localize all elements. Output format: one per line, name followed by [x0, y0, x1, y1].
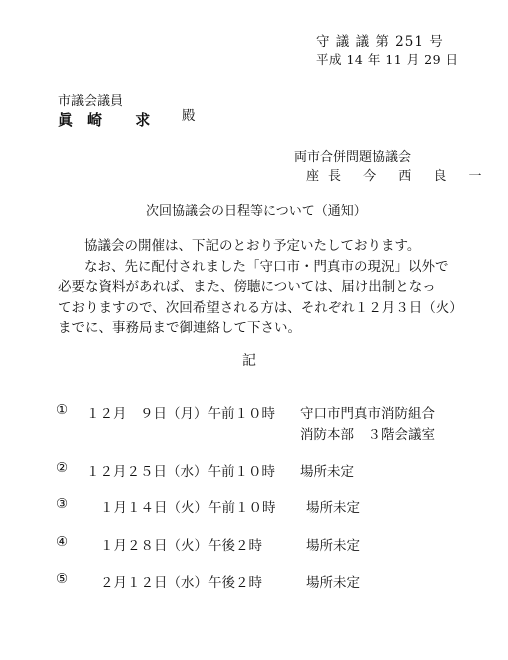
schedule-number: ③ — [56, 496, 69, 512]
sender-chair: 座長 今 西 良 一 — [306, 169, 491, 184]
recipient-name: 眞崎 求 — [58, 111, 165, 129]
body-line: 協議会の開催は、下記のとおり予定いたしております。 — [84, 238, 421, 254]
body-line: ておりますので、次回希望される方は、それぞれ１２月３日（火） — [58, 299, 463, 316]
notice-subject: 次回協議会の日程等について（通知） — [146, 204, 367, 219]
body-line: 必要な資料があれば、また、傍聴については、届け出制となっ — [58, 279, 436, 295]
schedule-number: ① — [56, 402, 69, 418]
schedule-datetime: ２月１２日（水）午後２時 — [100, 575, 262, 591]
sender-organization: 両市合併問題協議会 — [294, 150, 412, 165]
schedule-place-line2: 消防本部 ３階会議室 — [300, 427, 435, 443]
schedule-datetime: １２月 ９日（月）午前１０時 — [86, 406, 275, 422]
schedule-place: 場所未定 — [300, 464, 354, 480]
document-number: 守 議 議 第 251 号 — [316, 34, 444, 50]
body-line: なお、先に配付されました「守口市・門真市の現況」以外で — [84, 258, 449, 275]
schedule-place: 守口市門真市消防組合 — [300, 406, 435, 422]
schedule-place: 場所未定 — [306, 575, 360, 591]
recipient-honorific: 殿 — [182, 108, 196, 124]
schedule-place: 場所未定 — [306, 538, 360, 554]
schedule-number: ② — [56, 460, 69, 476]
ki-label: 記 — [242, 353, 256, 369]
schedule-datetime: １２月２５日（水）午前１０時 — [86, 464, 275, 480]
document-date: 平成 14 年 11 月 29 日 — [316, 52, 459, 67]
schedule-place: 場所未定 — [306, 500, 360, 516]
schedule-number: ④ — [56, 534, 69, 550]
body-line: までに、事務局まで御連絡して下さい。 — [58, 320, 301, 336]
schedule-datetime: １月２８日（火）午後２時 — [100, 538, 262, 554]
recipient-title: 市議会議員 — [58, 94, 124, 109]
schedule-number: ⑤ — [56, 571, 69, 587]
notice-body — [58, 236, 463, 339]
schedule-datetime: １月１４日（火）午前１０時 — [100, 500, 276, 516]
